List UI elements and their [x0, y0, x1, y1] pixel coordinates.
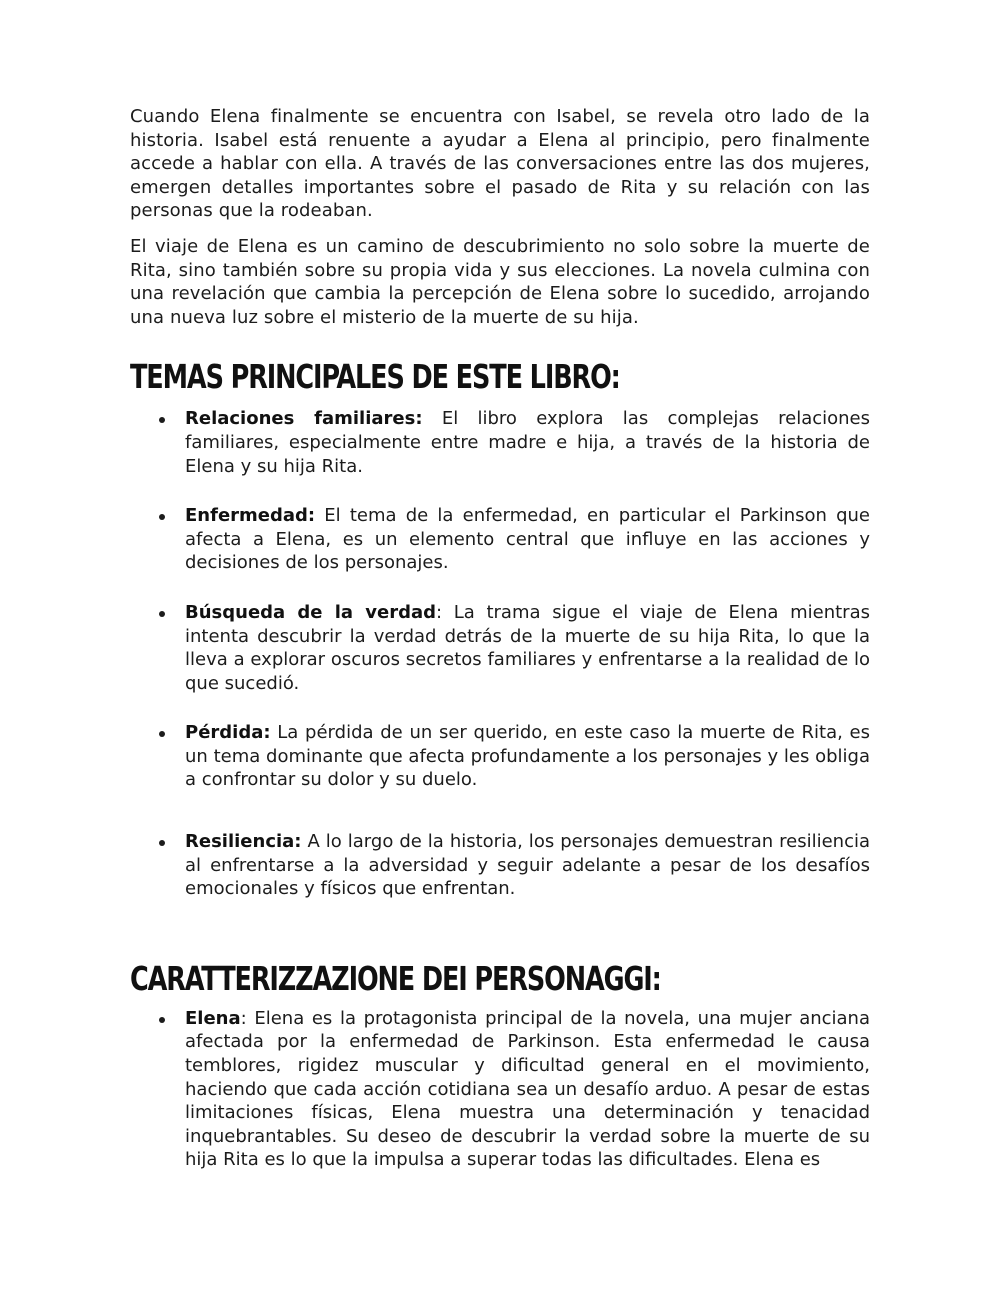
- theme-term: Búsqueda de la verdad: [185, 601, 436, 623]
- themes-heading: TEMAS PRINCIPALES DE ESTE LIBRO:: [130, 357, 620, 397]
- character-name: Elena: [185, 1007, 241, 1029]
- theme-item-busqueda: [130, 601, 870, 695]
- page-content: [130, 105, 870, 1172]
- theme-term: Relaciones familiares:: [185, 408, 423, 430]
- theme-description: A lo largo de la historia, los personajes demuestran resiliencia al enfrentarse a la adversidad y seguir adelante a pesar de los desafíos emocionales y físicos que enfrentan.: [185, 831, 870, 900]
- theme-term: Resiliencia:: [185, 831, 302, 853]
- character-description: : Elena es la protagonista principal de la novela, una mujer anciana afectada por la enfermedad de Parkinson. Esta enfermedad le causa temblores, rigidez muscular y dificultad general en el movimiento, haciendo que cada acción cotidiana sea un desafío arduo. A pesar de estas limitaciones físicas, Elena muestra una determinación y tenacidad inquebrantables. Su deseo de descubrir la verdad sobre la muerte de su hija Rita es lo que la impulsa a superar todas las dificultades. Elena es: [185, 1007, 870, 1171]
- theme-item-relaciones: [130, 407, 870, 478]
- characters-heading: CARATTERIZZAZIONE DEI PERSONAGGI:: [130, 958, 661, 998]
- theme-term: Enfermedad:: [185, 505, 316, 527]
- paragraph-journey: El viaje de Elena es un camino de descubrimiento no solo sobre la muerte de Rita, sino también sobre su propia vida y sus elecciones. La novela culmina con una revelación que cambia la percepción de Elena sobre lo sucedido, arrojando una nueva luz sobre el misterio de la muerte de su hija.: [130, 235, 870, 328]
- character-item-elena: [130, 1007, 870, 1172]
- theme-item-perdida: [130, 721, 870, 792]
- themes-list: [130, 407, 870, 901]
- theme-item-resiliencia: [130, 830, 870, 901]
- paragraph-isabel: Cuando Elena finalmente se encuentra con Isabel, se revela otro lado de la historia. Isabel está renuente a ayudar a Elena al principio, pero finalmente accede a hablar con ella. A través de las conversaciones entre las dos mujeres, emergen detalles importantes sobre el pasado de Rita y su relación con las personas que la rodeaban.: [130, 106, 870, 222]
- theme-description: El libro explora las complejas relaciones familiares, especialmente entre madre e hija, a través de la historia de Elena y su hija Rita.: [185, 408, 870, 477]
- theme-description: El tema de la enfermedad, en particular el Parkinson que afecta a Elena, es un elemento central que influye en las acciones y decisiones de los personajes.: [185, 505, 870, 574]
- theme-term: Pérdida:: [185, 722, 271, 744]
- characters-list: [130, 1007, 870, 1172]
- theme-item-enfermedad: [130, 504, 870, 575]
- theme-description: La pérdida de un ser querido, en este caso la muerte de Rita, es un tema dominante que afecta profundamente a los personajes y les obliga a confrontar su dolor y su duelo.: [185, 722, 870, 791]
- theme-description: : La trama sigue el viaje de Elena mientras intenta descubrir la verdad detrás de la muerte de su hija Rita, lo que la lleva a explorar oscuros secretos familiares y enfrentarse a la realidad de lo que sucedió.: [185, 601, 870, 694]
